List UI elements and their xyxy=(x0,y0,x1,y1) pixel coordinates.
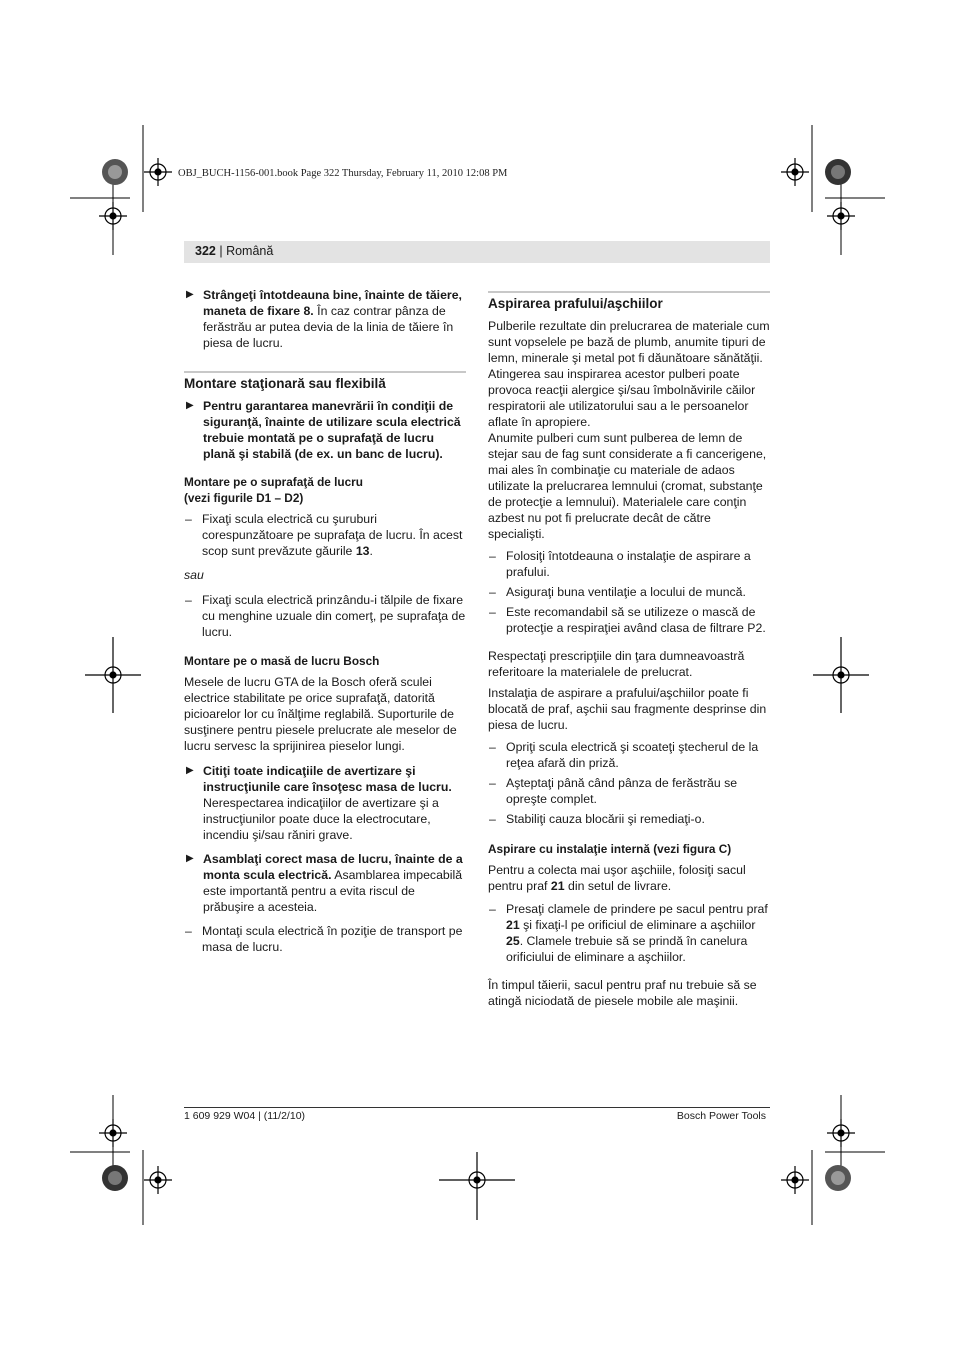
dash-mark: – xyxy=(185,924,192,938)
paragraph-text: Pentru a colecta mai uşor aşchiile, folosiţi sacul pentru praf xyxy=(488,863,746,893)
section-heading-montare: Montare staţionară sau flexibilă xyxy=(184,371,466,392)
bullet-text: În caz contrar pânza de ferăstrău ar putea devia de la linia de tăiere în piesa de lucru. xyxy=(203,304,454,350)
dash-text: Opriţi scula electrică şi scoateţi ştecherul de la reţea afară din priză. xyxy=(506,740,759,770)
section-heading-aspirarea: Aspirarea prafului/aşchiilor xyxy=(488,291,770,312)
paragraph-mese: Mesele de lucru GTA de la Bosch oferă sculei electrice stabilitate pe orice suprafaţă, datorită picioarelor lor cu înălţime reglabilă. Suporturile de susţinere pentru piesele prelucrate ale meselor de lucru servesc la sprijinirea pieselor lungi. xyxy=(184,675,457,753)
header-separator: | xyxy=(215,244,227,258)
bullet-item xyxy=(184,763,466,843)
bullet-text: Asamblarea impecabilă este importantă pentru a evita riscul de prăbuşire a acesteia. xyxy=(203,868,463,914)
page-number: 322 xyxy=(195,244,216,258)
dash-item xyxy=(488,739,770,771)
dash-item xyxy=(184,592,466,640)
bullet-bold-text: Asamblaţi corect masa de lucru, înainte de a monta scula electrică. xyxy=(203,852,463,882)
dash-mark: – xyxy=(489,812,496,826)
sau-text: sau xyxy=(184,568,204,582)
dash-text-end: . xyxy=(369,544,373,558)
right-column xyxy=(488,291,770,1014)
dash-mark: – xyxy=(489,902,496,916)
bullet-arrow-icon: ▶ xyxy=(186,400,194,411)
paragraph: Anumite pulberi cum sunt pulberea de lemn de stejar sau de fag sunt considerate a fi cancerigene, mai ales în combinaţie cu materiale de adaos utilizate la prelucrarea lemnului (cromat, substanţe de protecţie a lemnului). Materialele care conţin azbest nu pot fi prelucrate decât de către specialişti. xyxy=(488,431,767,541)
footer-brand: Bosch Power Tools xyxy=(676,1110,766,1122)
print-info-line: OBJ_BUCH-1156-001.book Page 322 Thursday, February 11, 2010 12:08 PM xyxy=(178,168,508,179)
bullet-bold-text: Pentru garantarea manevrării în condiţii de siguranţă, înainte de utilizare scula electrică trebuie montată pe o suprafaţă de lucru plană şi stabilă (de ex. un banc de lucru). xyxy=(203,399,461,461)
bullet-item xyxy=(184,287,466,351)
dash-mark: – xyxy=(185,593,192,607)
dash-text: Montaţi scula electrică în poziţie de transport pe masa de lucru. xyxy=(202,924,463,954)
dash-item xyxy=(184,511,466,559)
dash-item xyxy=(488,775,770,807)
subheading-masa: Montare pe o masă de lucru Bosch xyxy=(184,654,380,668)
dash-mark: – xyxy=(489,549,496,563)
dash-text: Presaţi clamele de prindere pe sacul pentru praf xyxy=(506,902,768,916)
bullet-item xyxy=(184,398,466,462)
dash-text: Aşteptaţi până când pânza de ferăstrău se opreşte complet. xyxy=(506,776,738,806)
dash-mark: – xyxy=(489,605,496,619)
bullet-arrow-icon: ▶ xyxy=(186,765,194,776)
dash-item xyxy=(488,584,770,600)
subheading-interna: Aspirare cu instalaţie internă (vezi figura C) xyxy=(488,842,732,856)
paragraph: În timpul tăierii, sacul pentru praf nu trebuie să se atingă niciodată de piesele mobile ale maşinii. xyxy=(488,978,757,1008)
dash-text: Asiguraţi buna ventilaţie a locului de muncă. xyxy=(506,585,746,599)
bullet-arrow-icon: ▶ xyxy=(186,853,194,864)
paragraph: Pulberile rezultate din prelucrarea de materiale cum sunt vopselele pe bază de plumb, anumite tipuri de lemn, minerale şi metal pot fi dăunătoare sănătăţii. Atingerea sau inspirarea acestor pulberi poate provoca reacţii alergice şi/sau îmbolnăvirile căilor respiratorii ale utilizatorului sau a le persoanelor aflate în apropiere. xyxy=(488,319,770,429)
bullet-bold-text: Citiţi toate indicaţiile de avertizare şi instrucţiunile care însoţesc masa de lucru. xyxy=(203,764,452,794)
bullet-text: Nerespectarea indicaţiilor de avertizare şi a instrucţiunilor poate duce la electrocutare, incendiu şi/sau răniri grave. xyxy=(203,796,439,842)
ref-number: 13 xyxy=(355,544,370,558)
dash-text: Stabiliţi cauza blocării şi remediaţi-o. xyxy=(506,812,705,826)
dash-item xyxy=(488,811,770,827)
dash-item xyxy=(184,923,466,955)
subheading-line: Montare pe o suprafaţă de lucru xyxy=(184,475,363,489)
dash-text: Fixaţi scula electrică prinzându-i tălpile de fixare cu menghine uzuale din comerţ, pe suprafaţa de lucru. xyxy=(202,593,466,639)
dash-text: Folosiţi întotdeauna o instalaţie de aspirare a prafului. xyxy=(506,549,751,579)
page-header xyxy=(184,241,770,263)
dash-mark: – xyxy=(489,585,496,599)
ref-number: 25 xyxy=(506,934,520,948)
bullet-item xyxy=(184,851,466,915)
paragraph-text: din setul de livrare. xyxy=(564,879,672,893)
subheading-suprafata xyxy=(184,474,466,506)
dash-text: . Clamele trebuie să se prindă în canelura orificiului de eliminare a aşchiilor. xyxy=(506,934,748,964)
dash-text: Fixaţi scula electrică cu şuruburi corespunzătoare pe suprafaţa de lucru. În acest scop sunt prevăzute găurile xyxy=(202,512,463,558)
dash-item xyxy=(488,548,770,580)
ref-number: 21 xyxy=(506,918,520,932)
paragraph: Instalaţia de aspirare a prafului/aşchiilor poate fi blocată de praf, aşchii sau fragmente desprinse din piesa de lucru. xyxy=(488,686,767,732)
footer-doc-number: 1 609 929 W04 | (11/2/10) xyxy=(184,1110,306,1122)
paragraph xyxy=(488,862,770,894)
footer-rule xyxy=(184,1107,770,1108)
dash-mark: – xyxy=(489,740,496,754)
subheading-line: (vezi figurile D1 – D2) xyxy=(184,491,304,505)
left-column xyxy=(184,287,466,959)
dash-text: Este recomandabil să se utilizeze o mască de protecţie a respiraţiei având clasa de filtrare P2. xyxy=(506,605,766,635)
dash-mark: – xyxy=(489,776,496,790)
ref-number: 21 xyxy=(550,879,565,893)
bullet-bold-text: Strângeţi întotdeauna bine, înainte de tăiere, maneta de fixare 8. xyxy=(203,288,462,318)
header-language: Română xyxy=(226,244,274,258)
dash-item xyxy=(488,604,770,636)
dash-item xyxy=(488,901,770,965)
dash-text: şi fixaţi-l pe orificiul de eliminare a aşchiilor xyxy=(519,918,756,932)
bullet-arrow-icon: ▶ xyxy=(186,289,194,300)
paragraph: Respectaţi prescripţiile din ţara dumneavoastră referitoare la materialele de prelucrat. xyxy=(488,649,745,679)
dash-mark: – xyxy=(185,512,192,526)
